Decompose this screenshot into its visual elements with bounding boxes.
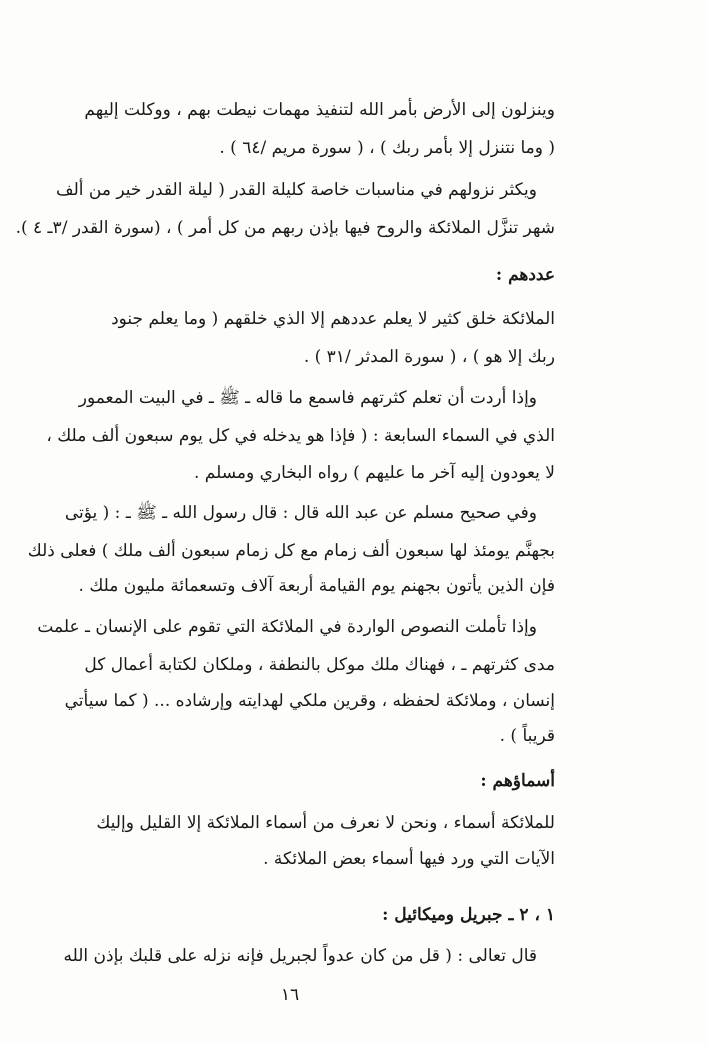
page-number: ١٦	[280, 985, 300, 1005]
text-line: وإذا أردت أن تعلم كثرتهم فاسمع ما قاله ـ ﷺ ـ في البيت المعمور	[78, 388, 537, 408]
text-line: الآيات التي ورد فيها أسماء بعض الملائكة .	[263, 849, 555, 869]
text-line: فإن الذين يأتون بجهنم يوم القيامة أربعة آلاف وتسعمائة مليون ملك .	[78, 576, 555, 596]
section-heading-jibril-mikail: ١ ، ٢ ـ جبريل وميكائيل :	[382, 905, 555, 925]
section-heading-names: أسماؤهم :	[480, 771, 555, 791]
text-line: مدى كثرتهم ـ ، فهناك ملك موكل بالنطفة ، وملكان لكتابة أعمال كل	[84, 655, 555, 675]
text-line: بجهنَّم يومئذ لها سبعون ألف زمام مع كل زمام سبعون ألف ملك ) فعلى ذلك	[27, 541, 555, 561]
text-line: لا يعودون إليه آخر ما عليهم ) رواه البخاري ومسلم .	[193, 463, 555, 483]
text-line: ( وما نتنزل إلا بأمر ربك ) ، ( سورة مريم /٦٤ ) .	[219, 138, 555, 158]
text-line: الملائكة خلق كثير لا يعلم عددهم إلا الذي خلقهم ( وما يعلم جنود	[111, 309, 555, 329]
section-heading-count: عددهم :	[495, 265, 555, 285]
text-line: قريباً ) .	[499, 726, 555, 746]
text-line: للملائكة أسماء ، ونحن لا نعرف من أسماء الملائكة إلا القليل وإليك	[96, 813, 555, 833]
text-line: الذي في السماء السابعة : ( فإذا هو يدخله في كل يوم سبعون ألف ملك ،	[46, 426, 555, 446]
text-line: وينزلون إلى الأرض بأمر الله لتنفيذ مهمات نيطت بهم ، ووكلت إليهم	[84, 100, 555, 120]
text-line: إنسان ، وملائكة لحفظه ، وقرين ملكي لهدايته وإرشاده ... ( كما سيأتي	[64, 691, 555, 711]
text-line: وفي صحيح مسلم عن عبد الله قال : قال رسول الله ـ ﷺ ـ : ( يؤتى	[64, 503, 537, 523]
text-line: وإذا تأملت النصوص الواردة في الملائكة التي تقوم على الإنسان ـ علمت	[37, 617, 537, 637]
body-text	[15, 0, 555, 1045]
text-line: شهر تنزَّل الملائكة والروح فيها بإذن ربهم من كل أمر ) ، (سورة القدر /٣ـ ٤ ).	[15, 218, 555, 238]
text-line: قال تعالى : ( قل من كان عدواً لجبريل فإنه نزله على قلبك بإذن الله	[63, 946, 537, 966]
text-line: ويكثر نزولهم في مناسبات خاصة كليلة القدر ( ليلة القدر خير من ألف	[56, 180, 537, 200]
text-line: ربك إلا هو ) ، ( سورة المدثر /٣١ ) .	[303, 347, 555, 367]
